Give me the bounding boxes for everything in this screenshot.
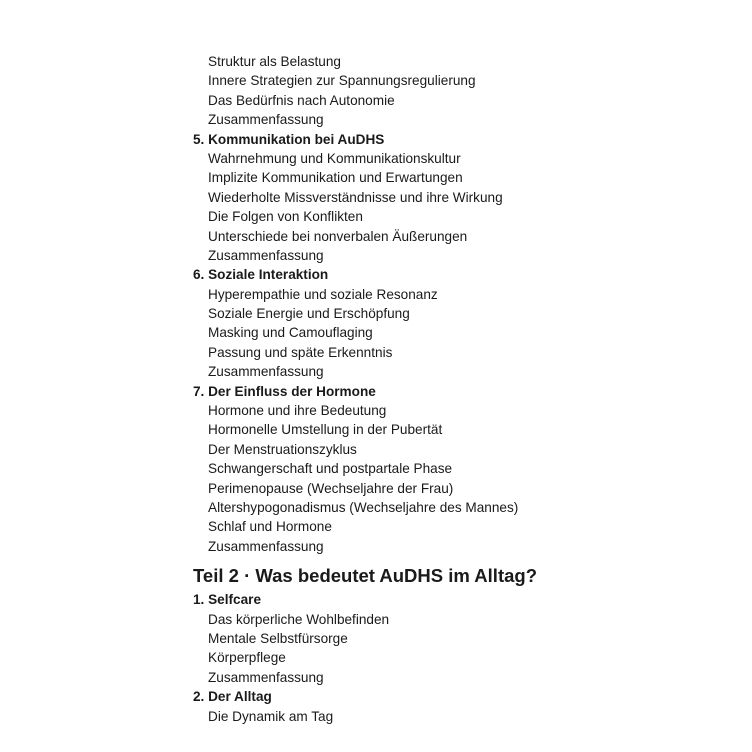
section-entry: Zusammenfassung <box>208 112 324 128</box>
chapter-heading: 7. Der Einfluss der Hormone <box>193 383 376 399</box>
section-entry: Die Dynamik am Tag <box>208 708 334 724</box>
section-entry: Zusammenfassung <box>208 364 324 380</box>
section-entry: Zusammenfassung <box>208 669 324 685</box>
section-entry: Struktur als Belastung <box>208 54 341 69</box>
table-of-contents <box>193 52 733 726</box>
section-entry: Unterschiede bei nonverbalen Äußerungen <box>208 228 468 244</box>
part-heading: Teil 2 · Was bedeutet AuDHS im Alltag? <box>193 565 537 587</box>
section-entry: Die Folgen von Konflikten <box>208 209 363 225</box>
section-entry: Schlaf und Hormone <box>208 519 332 535</box>
section-entry: Passung und späte Erkenntnis <box>208 344 393 360</box>
section-entry: Perimenopause (Wechseljahre der Frau) <box>208 480 454 496</box>
section-entry: Masking und Camouflaging <box>208 325 373 341</box>
section-entry: Das körperliche Wohlbefinden <box>208 611 390 627</box>
section-entry: Zusammenfassung <box>208 538 324 554</box>
chapter-heading: 5. Kommunikation bei AuDHS <box>193 131 385 147</box>
section-entry: Das Bedürfnis nach Autonomie <box>208 92 395 108</box>
section-entry: Altershypogonadismus (Wechseljahre des Mannes) <box>208 499 519 515</box>
section-entry: Wiederholte Missverständnisse und ihre Wirkung <box>208 189 503 205</box>
section-entry: Soziale Energie und Erschöpfung <box>208 306 410 322</box>
section-entry: Mentale Selbstfürsorge <box>208 630 348 646</box>
section-entry: Implizite Kommunikation und Erwartungen <box>208 170 463 186</box>
section-entry: Hyperempathie und soziale Resonanz <box>208 286 438 302</box>
section-entry: Schwangerschaft und postpartale Phase <box>208 461 453 477</box>
chapter-heading: 6. Soziale Interaktion <box>193 267 329 283</box>
section-entry: Innere Strategien zur Spannungsregulierung <box>208 73 476 89</box>
section-entry: Wahrnehmung und Kommunikationskultur <box>208 150 461 166</box>
section-entry: Körperpflege <box>208 650 286 666</box>
section-entry: Hormonelle Umstellung in der Pubertät <box>208 422 443 438</box>
section-entry: Der Menstruationszyklus <box>208 441 357 457</box>
chapter-heading: 1. Selfcare <box>193 592 262 608</box>
section-entry: Hormone und ihre Bedeutung <box>208 403 387 419</box>
chapter-heading: 2. Der Alltag <box>193 689 272 705</box>
section-entry: Zusammenfassung <box>208 247 324 263</box>
